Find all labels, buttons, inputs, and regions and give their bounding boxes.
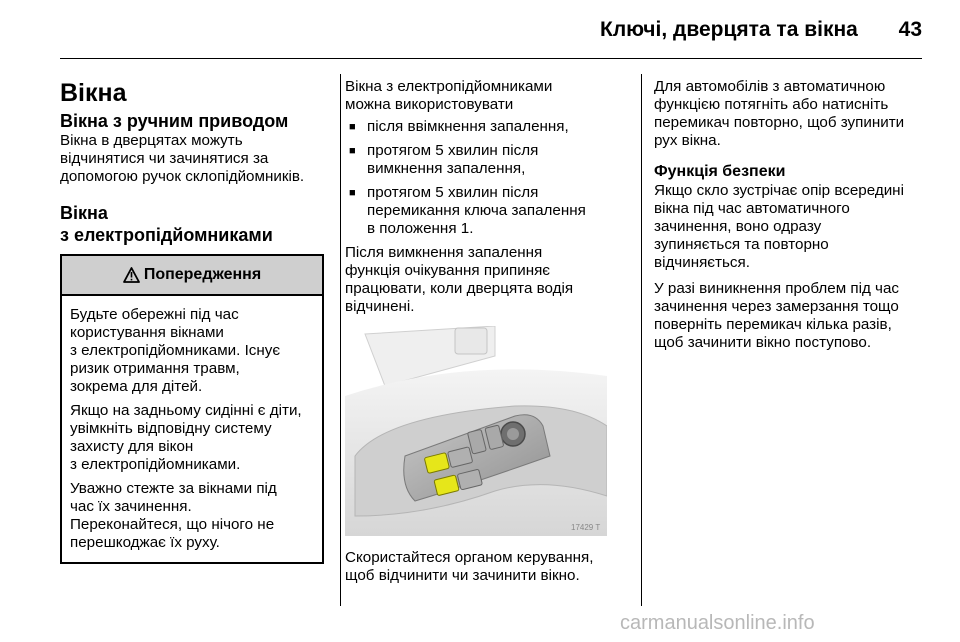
bullet-square-icon: ■	[349, 187, 356, 199]
bullet-square-icon: ■	[349, 121, 356, 133]
list-item: ■ протягом 5 хвилин після вимкнення запалення,	[349, 142, 539, 177]
usage-conditions-list	[345, 118, 631, 238]
standby-text: Після вимкнення запалення функція очікування припиняє працювати, коли дверцята водія відчинені.	[345, 244, 574, 315]
auto-function-text: Для автомобілів з автоматичною функцією потягніть або натисніть перемикач повторно, щоб зупинити рух вікна.	[654, 78, 905, 149]
freeze-text: У разі виникнення проблем під час зачинення через замерзання тощо поверніть перемикач кілька разів, щоб зачинити вікно поступово.	[654, 280, 900, 351]
warning-paragraph-1: Будьте обережні під час користування вікнами з електропідйомниками. Існує ризик отримання травм, зокрема для дітей.	[70, 306, 281, 395]
window-switch-illustration	[345, 326, 607, 536]
manual-windows-text: Вікна в дверцятах можуть відчинятися чи зачинятися за допомогою ручок склопідйомників.	[60, 132, 305, 185]
column-1	[60, 78, 330, 564]
bullet-square-icon: ■	[349, 145, 356, 157]
page-number: 43	[898, 18, 922, 41]
subsection-title-manual: Вікна з ручним приводом	[60, 111, 289, 131]
running-header-title: Ключі, дверцята та вікна	[600, 18, 858, 41]
warning-paragraph-3: Уважно стежте за вікнами під час їх зачинення. Переконайтеся, що нічого не перешкоджає їх руху.	[70, 480, 277, 551]
header-rule	[60, 58, 922, 59]
safety-function-text: Якщо скло зустрічає опір всередині вікна під час автоматичного зачинення, воно одразу зупиняється та повторно відчиняється.	[654, 182, 904, 271]
subsection-title-electric: Вікна з електропідйомниками	[60, 203, 273, 245]
list-item: ■ після ввімкнення запалення,	[349, 118, 569, 135]
figure-code: 17429 T	[571, 523, 601, 532]
column-divider-1	[340, 74, 341, 606]
warning-title: Попередження	[143, 266, 262, 283]
warning-triangle-icon	[123, 267, 140, 283]
warning-paragraph-2: Якщо на задньому сидінні є діти, увімкніть відповідну систему захисту для вікон з електропідйомниками.	[70, 402, 302, 473]
section-title-windows: Вікна	[60, 79, 127, 107]
warning-box	[60, 254, 324, 564]
list-item: ■ протягом 5 хвилин після перемикання ключа запалення в положення 1.	[349, 184, 586, 237]
usage-intro: Вікна з електропідйомниками можна використовувати	[345, 78, 553, 113]
warning-header	[62, 256, 322, 296]
warning-body	[62, 296, 322, 562]
subsection-title-safety: Функція безпеки	[654, 163, 786, 180]
column-2	[345, 78, 631, 585]
column-divider-2	[641, 74, 642, 606]
column-3	[654, 78, 932, 352]
figure-caption: Скористайтеся органом керування, щоб відчинити чи зачинити вікно.	[345, 549, 594, 584]
watermark: carmanualsonline.info	[620, 612, 815, 634]
